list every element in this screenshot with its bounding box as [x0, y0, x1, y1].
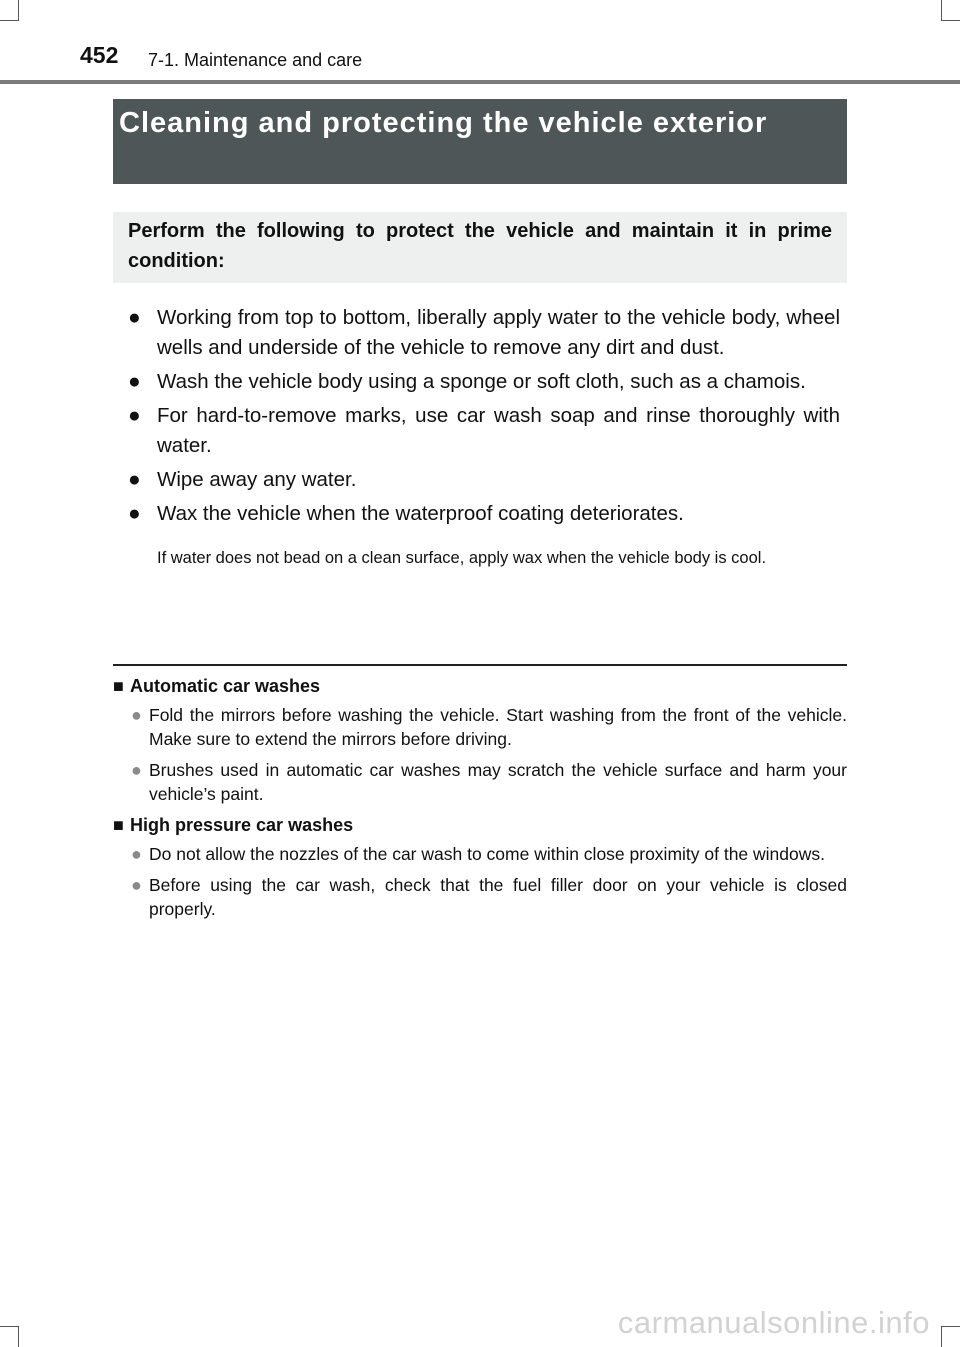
- note-heading-text: Automatic car washes: [130, 676, 321, 696]
- list-item: [128, 401, 840, 461]
- bullet-icon: ●: [131, 705, 142, 725]
- bullet-icon: ●: [131, 875, 142, 895]
- note-heading: [113, 813, 847, 837]
- page-number: 452: [80, 42, 119, 68]
- note-item-text: Before using the car wash, check that the fuel filler door on your vehicle is closed properly.: [149, 875, 847, 919]
- note-heading-text: High pressure car washes: [130, 815, 354, 835]
- wax-note: If water does not bead on a clean surface, apply wax when the vehicle body is cool.: [157, 549, 767, 567]
- watermark: carmanualsonline.info: [617, 1305, 930, 1340]
- square-bullet-icon: ■: [113, 815, 124, 835]
- note-item: [113, 842, 847, 866]
- crop-mark: [18, 0, 19, 20]
- intro-text: Perform the following to protect the vehicle and maintain it in prime condition:: [128, 220, 832, 272]
- crop-mark: [941, 20, 960, 21]
- list-item-text: Wax the vehicle when the waterproof coating deteriorates.: [157, 502, 684, 525]
- crop-mark: [941, 1327, 942, 1347]
- bullet-icon: ●: [128, 306, 141, 329]
- list-item-text: Working from top to bottom, liberally apply water to the vehicle body, wheel wells and underside of the vehicle to remove any dirt and dust.: [157, 306, 840, 359]
- bullet-icon: ●: [131, 844, 142, 864]
- note-item-text: Fold the mirrors before washing the vehicle. Start washing from the front of the vehicle. Make sure to extend the mirrors before driving.: [149, 705, 847, 749]
- crop-mark: [0, 20, 19, 21]
- bullet-icon: ●: [128, 502, 141, 525]
- header-rule: [0, 80, 960, 84]
- note-item: [113, 758, 847, 806]
- note-item-text: Brushes used in automatic car washes may scratch the vehicle surface and harm your vehicle’s paint.: [149, 760, 847, 804]
- bullet-icon: ●: [128, 468, 141, 491]
- list-item: [128, 303, 840, 363]
- note-group-automatic: [113, 674, 847, 806]
- section-divider: [113, 664, 847, 666]
- crop-mark: [941, 0, 942, 20]
- crop-mark: [941, 1326, 960, 1327]
- square-bullet-icon: ■: [113, 676, 124, 696]
- list-item: [128, 465, 840, 495]
- section-title-text: Cleaning and protecting the vehicle exterior: [119, 107, 768, 139]
- list-item-text: For hard-to-remove marks, use car wash soap and rinse thoroughly with water.: [157, 404, 840, 457]
- bullet-icon: ●: [128, 404, 141, 427]
- note-heading: [113, 674, 847, 698]
- list-item-text: Wipe away any water.: [157, 468, 357, 491]
- crop-mark: [0, 1326, 19, 1327]
- note-item-text: Do not allow the nozzles of the car wash to come within close proximity of the windows.: [149, 844, 826, 864]
- section-reference: 7-1. Maintenance and care: [148, 50, 363, 70]
- section-title: [113, 99, 847, 184]
- bullet-icon: ●: [128, 370, 141, 393]
- bullet-icon: ●: [131, 760, 142, 780]
- note-item: [113, 703, 847, 751]
- intro-box: [113, 212, 847, 283]
- main-instruction-list: [128, 303, 840, 570]
- notes-section: [113, 674, 847, 928]
- crop-mark: [18, 1327, 19, 1347]
- list-item-text: Wash the vehicle body using a sponge or soft cloth, such as a chamois.: [157, 370, 806, 393]
- note-item: [113, 873, 847, 921]
- note-group-high-pressure: [113, 813, 847, 921]
- list-item: [128, 367, 840, 397]
- list-item: [128, 499, 840, 529]
